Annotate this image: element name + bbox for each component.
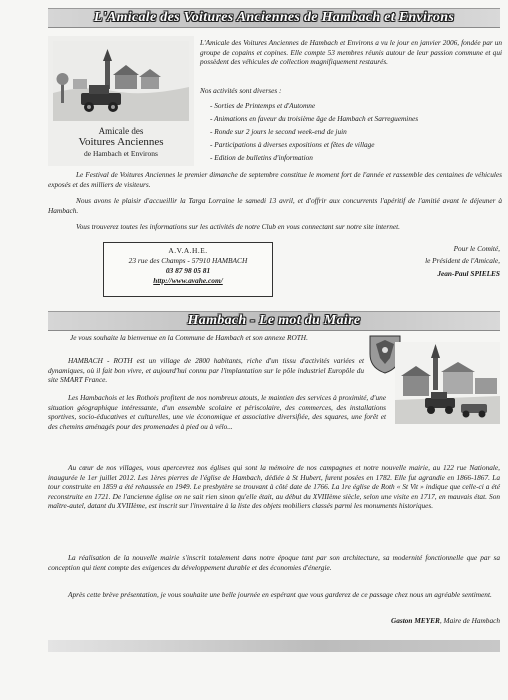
activity-item: - Edition de bulletins d'information	[210, 153, 313, 162]
maire-banner	[48, 311, 500, 331]
website-link[interactable]: http://www.avahe.com/	[153, 276, 223, 285]
contact-address: 23 rue des Champs - 57910 HAMBACH	[128, 256, 248, 265]
maire-signature-name: Gaston MEYER	[391, 616, 440, 625]
activity-item: - Sorties de Printemps et d'Automne	[210, 101, 316, 110]
website-note: Vous trouverez toutes les informations sur les activités de notre Club en vous connectant sur notre site internet.	[76, 222, 400, 231]
maire-atouts-paragraph: Les Hambachois et les Rothois profitent de nos nombreux atouts, le maintien des services à proximité, d'une situation géographique intéressante, d'un ensemble scolaire et périscolaire, des commerces, des installations sportives, socio-éducatives et culturelles, une vie économique et associative diversifiée, des squares, une forêt et des chemins aménagés pour des promenades à pied ou à vélo...	[48, 393, 386, 431]
maire-village-paragraph: HAMBACH - ROTH est un village de 2800 habitants, riche d'un tissu d'activités variées et dynamiques, où il fait bon vivre, et aujourd'hui connu par l'implantation sur le pôle industriel Europôle du site SMART France.	[48, 356, 364, 385]
signature-line-2: le Président de l'Amicale,	[425, 256, 500, 265]
footer-band	[48, 640, 500, 652]
vintage-car-village-illustration	[53, 41, 189, 121]
edge-marks	[410, 676, 500, 682]
activity-item: - Animations en faveur du troisième âge de Hambach et Sarreguemines	[210, 114, 419, 123]
contact-box	[103, 242, 273, 297]
targa-paragraph: Nous avons le plaisir d'accueillir la Targa Lorraine le samedi 13 avril, et d'offrir aux concurrents l'apéritif de l'amitié avant le déjeuner à Hambach.	[48, 196, 502, 215]
village-street-illustration	[395, 342, 500, 424]
amicale-intro: L'Amicale des Voitures Anciennes de Hambach et Environs a vu le jour en janvier 2006, fondée par un groupe de copains et copines. Elle compte 53 membres réunis autour de leur passion commune et qui possèdent des véhicules de collection magnifiquement restaurés.	[200, 38, 502, 67]
activity-item: - Participations à diverses expositions et fêtes de village	[210, 140, 375, 149]
maire-mairie-paragraph: La réalisation de la nouvelle mairie s'inscrit totalement dans notre époque tant par son architecture, sa modernité fonctionnelle que par sa conception qui tient compte des exigences du développement durable et des économies d'énergie.	[48, 553, 500, 572]
amicale-banner-title: L'Amicale des Voitures Anciennes de Hambach et Environs	[93, 10, 455, 25]
maire-signature	[280, 616, 500, 626]
contact-phone: 03 87 98 05 81	[165, 266, 211, 275]
logo-line-1: Amicale des	[98, 126, 144, 136]
logo-line-3: de Hambach et Environs	[84, 149, 158, 158]
maire-banner-title: Hambach - Le mot du Maire	[187, 313, 361, 328]
activities-title: Nos activités sont diverses :	[200, 86, 282, 95]
logo-line-2: Voitures Anciennes	[78, 136, 164, 148]
amicale-logo	[48, 36, 194, 166]
contact-name: A.V.A.H.E.	[168, 246, 208, 255]
maire-signature-role: , Maire de Hambach	[439, 616, 500, 625]
activity-item: - Ronde sur 2 jours le second week-end de juin	[210, 127, 347, 136]
amicale-banner	[48, 8, 500, 28]
maire-closing-paragraph: Après cette brève présentation, je vous souhaite une belle journée en espérant que vous garderez de ce passage chez nous un agréable sentiment.	[68, 590, 492, 599]
maire-eglises-paragraph: Au cœur de nos villages, vous apercevrez nos églises qui sont la mémoire de nos campagnes et notre nouvelle mairie, au 122 rue Nationale, inaugurée le 1er juillet 2012. Les 1ères pierres de l'église de Hambach, dédiée à St Hubert, furent posées en 1782. Elle fut agrandie en 1866-1867. La tour construite en 1859 a été rehaussée en 1949. Le presbytère se trouvant à côté date de 1766. La 1re église de Roth « St Vit » indique que celle-ci a été reconstruite en 1721. De l'ancienne église on ne sait rien sinon qu'elle était, au début du XVIIIème siècle, selon une visite en 1717, en mauvais état. Son maître-autel, datant du XVIIIème, est inscrit sur l'inventaire à la liste des objets mobiliers classés parmi les monuments historiques.	[48, 463, 500, 511]
festival-paragraph: Le Festival de Voitures Anciennes le premier dimanche de septembre constitue le moment fort de l'année et rassemble des centaines de véhicules exposés et des milliers de visiteurs.	[48, 170, 502, 189]
signature-line-1: Pour le Comité,	[453, 244, 500, 253]
signature-name: Jean-Paul SPIELES	[437, 269, 500, 278]
maire-welcome: Je vous souhaite la bienvenue en la Commune de Hambach et son annexe ROTH.	[70, 333, 308, 342]
